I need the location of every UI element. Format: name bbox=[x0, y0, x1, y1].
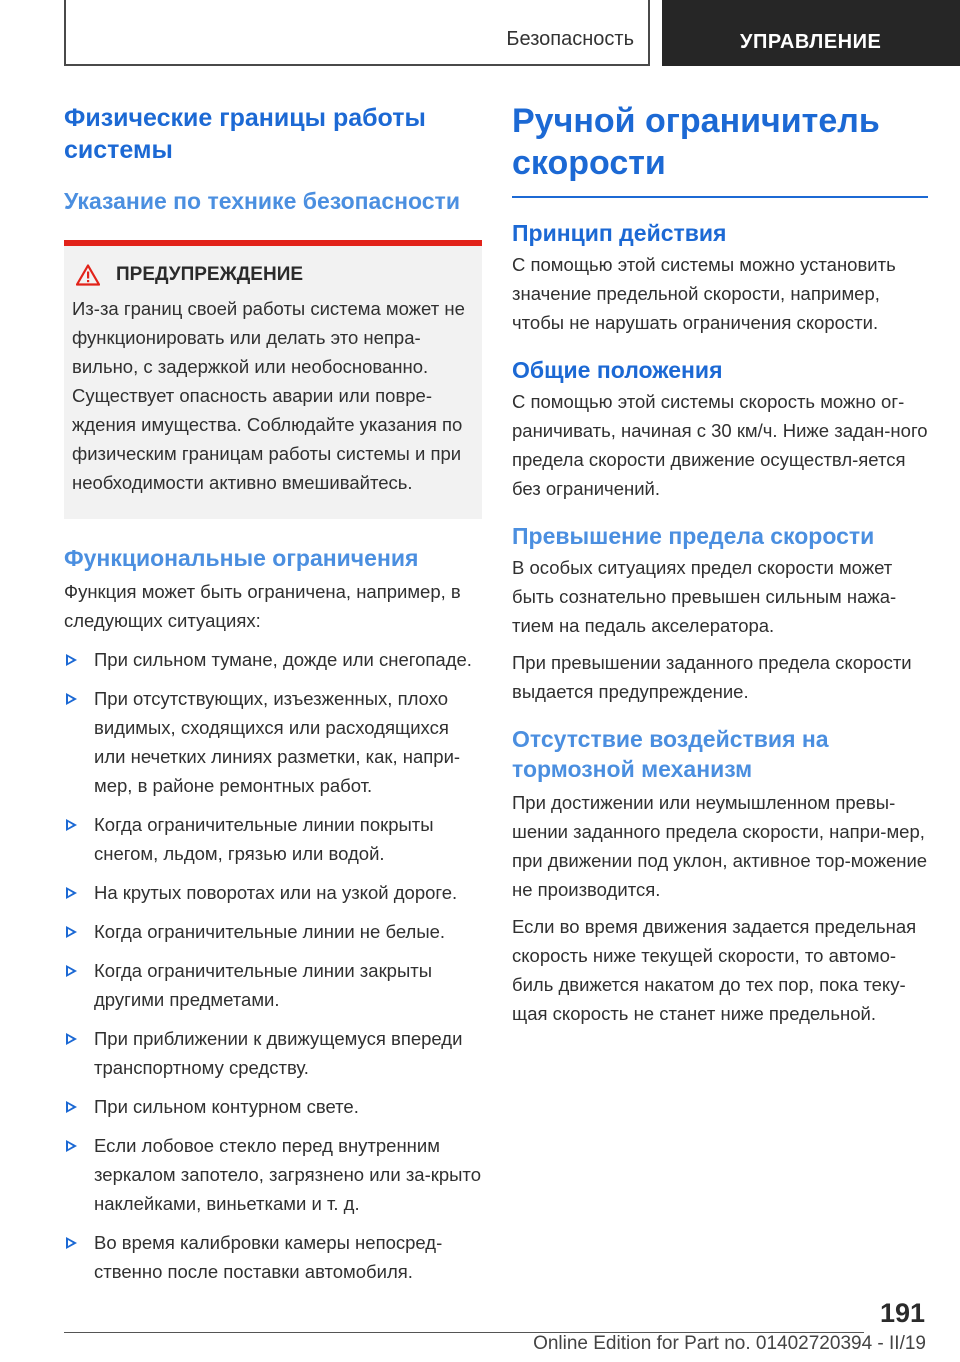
header-section-label: Безопасность bbox=[506, 28, 634, 50]
subtitle-exceed-limit: Превышение предела скорости bbox=[512, 523, 875, 549]
bullet-arrow-icon bbox=[66, 1101, 77, 1113]
page-number: 191 bbox=[880, 1298, 926, 1328]
brake-text-1: При достижении или неумышленном превы-шении заданного предела скорости, напри-мер, при движении под уклон, активное тор-можение не производится. bbox=[512, 792, 928, 900]
header-chapter-label: УПРАВЛЕНИЕ bbox=[740, 31, 882, 53]
bullet-arrow-icon bbox=[66, 1140, 77, 1152]
principle-text: С помощью этой системы можно установить значение предельной скорости, например, чтобы не нарушать ограничения скорости. bbox=[512, 254, 896, 333]
list-item: Когда ограничительные линии закрыты другими предметами. bbox=[64, 956, 482, 1014]
limitation-list bbox=[64, 645, 482, 1286]
warning-text: Из-за границ своей работы система может не функционировать или делать это непра-вильно, с задержкой или необоснованно. Существует опасность аварии или повре-ждения имущества. Соблюдайте указания по физическим границам работы системы и при необходимости активно вмешивайтесь. bbox=[72, 298, 465, 493]
bullet-arrow-icon bbox=[66, 965, 77, 977]
warning-header bbox=[72, 264, 474, 286]
header-chapter-tab[interactable] bbox=[662, 0, 960, 66]
section-title-physical-limits: Физические границы работы системы bbox=[64, 104, 426, 164]
warning-triangle-icon bbox=[76, 264, 100, 286]
subtitle-general: Общие положения bbox=[512, 357, 723, 383]
list-item: Если лобовое стекло перед внутренним зеркалом запотело, загрязнено или за-крыто наклейками, виньетками и т. д. bbox=[64, 1131, 482, 1218]
bullet-arrow-icon bbox=[66, 654, 77, 666]
functional-limits-intro: Функция может быть ограничена, например, в следующих ситуациях: bbox=[64, 581, 461, 631]
subtitle-safety-note: Указание по технике безопасности bbox=[64, 188, 460, 214]
bullet-arrow-icon bbox=[66, 887, 77, 899]
list-item: Когда ограничительные линии покрыты снегом, льдом, грязью или водой. bbox=[64, 810, 482, 868]
list-item: При сильном контурном свете. bbox=[64, 1092, 482, 1121]
exceed-text-1: В особых ситуациях предел скорости может быть сознательно превышен сильным нажа-тием на педаль акселератора. bbox=[512, 557, 897, 636]
warning-box bbox=[64, 240, 482, 519]
list-item: На крутых поворотах или на узкой дороге. bbox=[64, 878, 482, 907]
bullet-arrow-icon bbox=[66, 1033, 77, 1045]
list-item: Когда ограничительные линии не белые. bbox=[64, 917, 482, 946]
subtitle-no-brake: Отсутствие воздействия на тормозной механизм bbox=[512, 726, 829, 782]
left-column bbox=[64, 100, 482, 1296]
list-item: При приближении к движущемуся впереди транспортному средству. bbox=[64, 1024, 482, 1082]
list-item: Во время калибровки камеры непосред-ственно после поставки автомобиля. bbox=[64, 1228, 482, 1286]
brake-text-2: Если во время движения задается предельная скорость ниже текущей скорости, то автомо-биль движется накатом до тех пор, пока теку-щая скорость не станет ниже предельной. bbox=[512, 916, 917, 1024]
section-title-speed-limiter: Ручной ограничитель скорости bbox=[512, 102, 880, 182]
subtitle-functional-limits: Функциональные ограничения bbox=[64, 545, 419, 571]
bullet-arrow-icon bbox=[66, 819, 77, 831]
list-item: При отсутствующих, изъезженных, плохо видимых, сходящихся или расходящихся или нечетких линиях разметки, как, напри-мер, в районе ремонтных работ. bbox=[64, 684, 482, 800]
bullet-arrow-icon bbox=[66, 926, 77, 938]
header-section-tab[interactable] bbox=[64, 0, 650, 66]
subtitle-principle: Принцип действия bbox=[512, 220, 727, 246]
bullet-arrow-icon bbox=[66, 693, 77, 705]
bullet-arrow-icon bbox=[66, 1237, 77, 1249]
footer-edition: Online Edition for Part no. 01402720394 - II/19 bbox=[533, 1333, 926, 1354]
list-item: При сильном тумане, дожде или снегопаде. bbox=[64, 645, 482, 674]
exceed-text-2: При превышении заданного предела скорости выдается предупреждение. bbox=[512, 652, 912, 702]
title-divider bbox=[512, 196, 928, 198]
right-column bbox=[512, 100, 928, 1028]
warning-label: ПРЕДУПРЕЖДЕНИЕ bbox=[116, 264, 304, 285]
general-text: С помощью этой системы скорость можно ог-раничивать, начиная с 30 км/ч. Ниже задан-ного предела скорости движение осуществл-яется без ограничений. bbox=[512, 391, 928, 499]
